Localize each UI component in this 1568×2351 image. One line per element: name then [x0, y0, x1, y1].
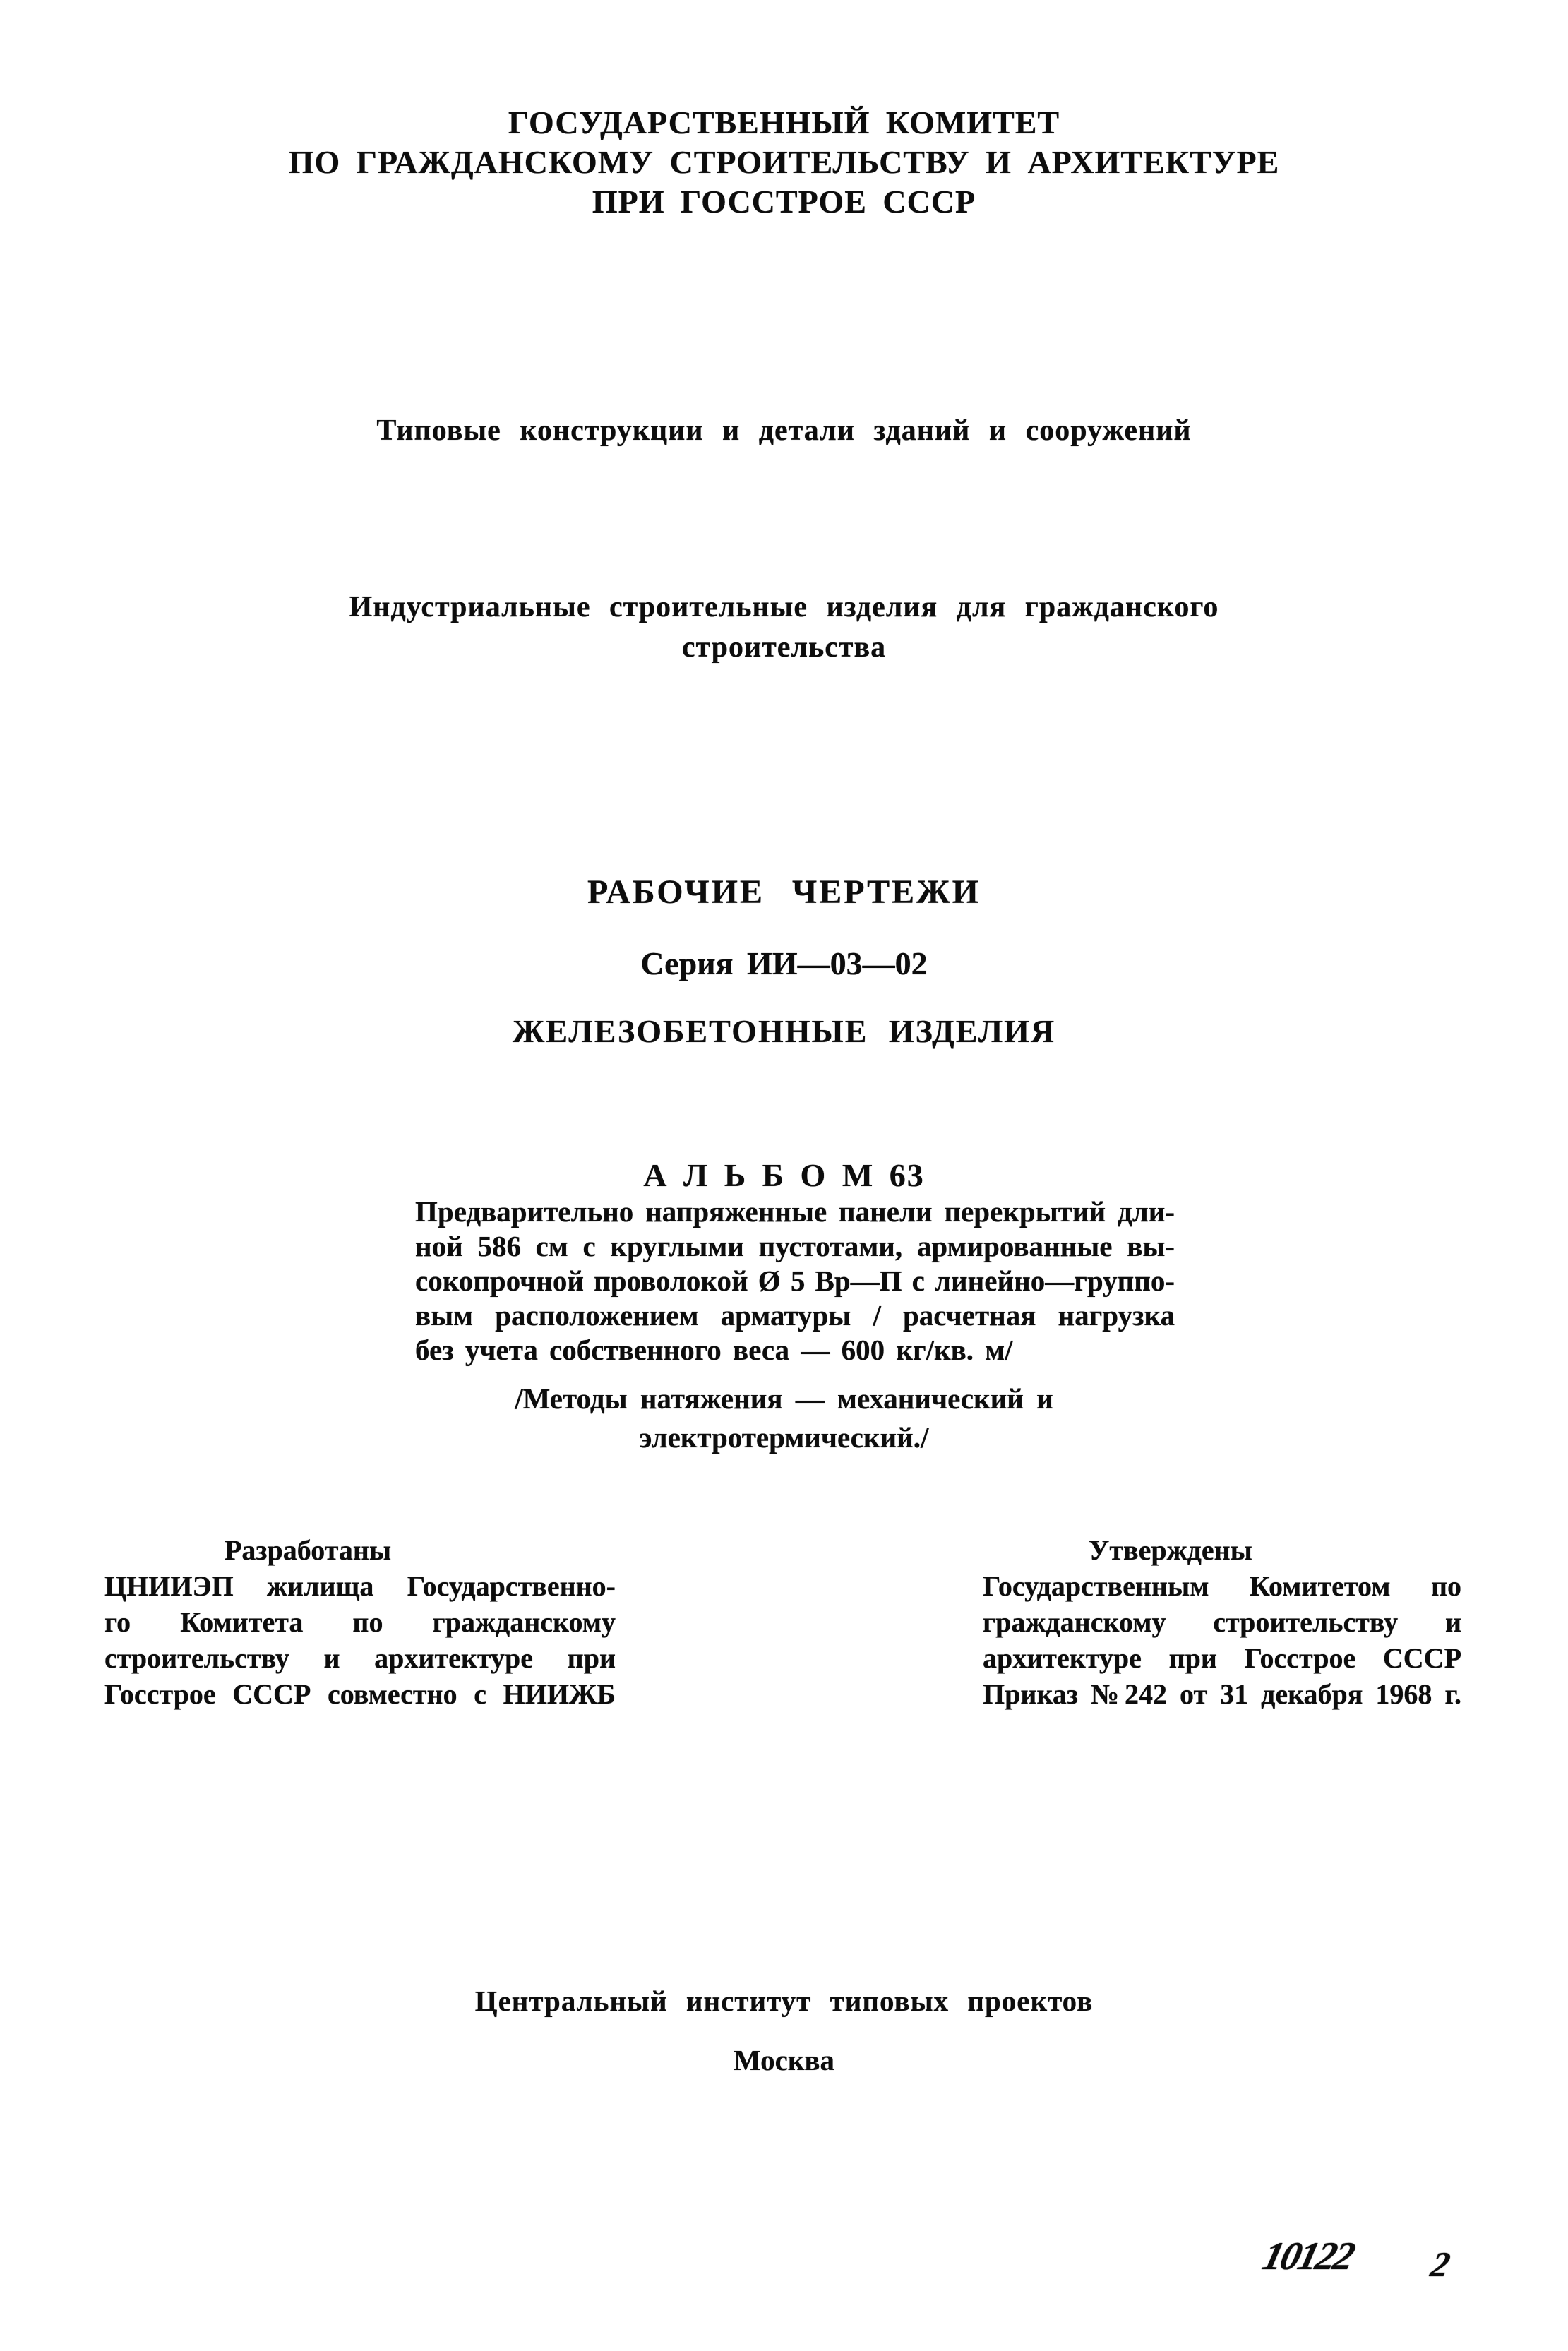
- org-header-line3: ПРИ ГОССТРОЕ СССР: [592, 184, 976, 220]
- developed-block: [104, 1532, 616, 1712]
- series-label: Серия ИИ—03—02: [640, 945, 928, 981]
- approved-line-4: Приказ №242 от 31 декабря 1968 г.: [983, 1678, 1461, 1710]
- album-description-line-2: ной 586 см с круглыми пустотами, армированные вы-: [415, 1230, 1175, 1262]
- album-description-line-4: вым расположением арматуры / расчетная нагрузка: [415, 1299, 1175, 1332]
- album-description-line-1: Предварительно напряженные панели перекрытий дли-: [415, 1195, 1175, 1228]
- subtitle-line1: Индустриальные строительные изделия для гражданского: [349, 591, 1219, 623]
- methods-line1: /Методы натяжения — механический и: [515, 1382, 1053, 1415]
- handwritten-page-number: 2: [1428, 2244, 1454, 2284]
- subtitle-line2: строительства: [681, 631, 887, 664]
- approved-line-1: Государственным Комитетом по: [983, 1570, 1461, 1602]
- subtitle: [0, 587, 1568, 668]
- developed-line-3: строительству и архитектуре при: [104, 1642, 616, 1674]
- developed-heading: Разработаны: [225, 1534, 392, 1566]
- developed-line-4: Госстрое СССР совместно с НИИЖБ: [104, 1678, 616, 1710]
- publisher-line: Центральный институт типовых проектов: [474, 1985, 1094, 2017]
- methods-note: [0, 1380, 1568, 1457]
- album-description: [415, 1195, 1175, 1368]
- city-line: Москва: [733, 2044, 835, 2076]
- developed-line-2: го Комитета по гражданскому: [104, 1606, 616, 1638]
- approved-block: [983, 1532, 1461, 1712]
- series-title: Типовые конструкции и детали зданий и сооружений: [376, 414, 1192, 447]
- approved-line-2: гражданскому строительству и: [983, 1606, 1461, 1638]
- org-header-line2: ПО ГРАЖДАНСКОМУ СТРОИТЕЛЬСТВУ И АРХИТЕКТУРЕ: [288, 144, 1280, 180]
- approved-heading: Утверждены: [1089, 1534, 1252, 1566]
- album-description-line-5: без учета собственного веса — 600 кг/кв. м/: [415, 1334, 1013, 1366]
- org-header-line1: ГОСУДАРСТВЕННЫЙ КОМИТЕТ: [508, 104, 1060, 140]
- album-title: А Л Ь Б О М 63: [643, 1157, 925, 1193]
- methods-line2: электротермический./: [639, 1421, 929, 1454]
- album-description-line-3: сокопрочной проволокой Ø 5 Вр—П с линейно—группо-: [415, 1264, 1175, 1297]
- developed-line-1: ЦНИИЭП жилища Государственно-: [104, 1570, 616, 1602]
- org-header: [0, 103, 1568, 222]
- doc-type-title: РАБОЧИЕ ЧЕРТЕЖИ: [587, 873, 981, 911]
- category-title: ЖЕЛЕЗОБЕТОННЫЕ ИЗДЕЛИЯ: [512, 1013, 1056, 1049]
- handwritten-inventory-number: 10122: [1258, 2235, 1358, 2278]
- approved-line-3: архитектуре при Госстрое СССР: [983, 1642, 1461, 1674]
